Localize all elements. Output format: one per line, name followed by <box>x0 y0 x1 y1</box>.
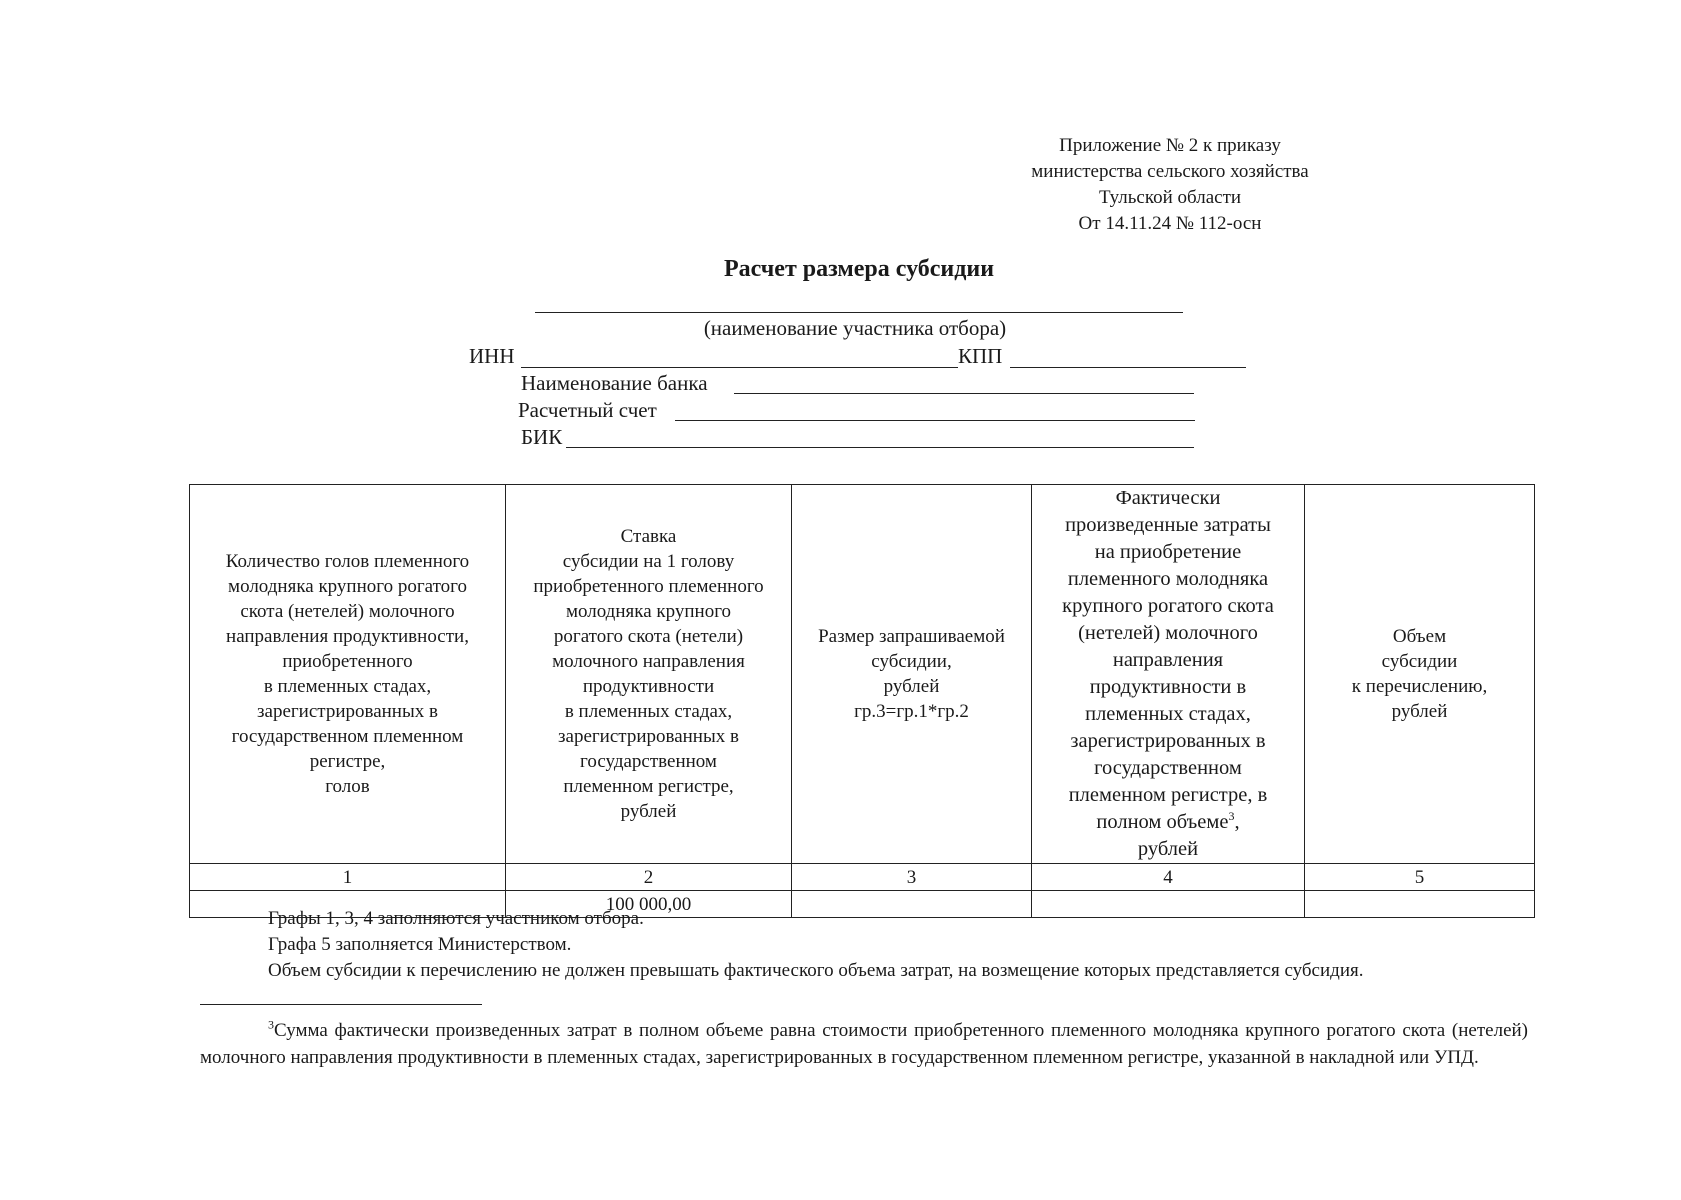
column-number: 1 <box>190 864 506 891</box>
column-number: 3 <box>792 864 1032 891</box>
column-number-row <box>190 864 1535 891</box>
header-cell-2 <box>506 485 792 864</box>
inn-label: ИНН <box>469 344 515 368</box>
bik-label: БИК <box>521 425 563 449</box>
footnote-mark: 3 <box>1228 809 1235 824</box>
header-text-4-tail: , рублей <box>1137 811 1240 860</box>
table-notes <box>268 906 1363 984</box>
footnote <box>200 1017 1528 1071</box>
bank-label: Наименование банка <box>521 371 708 395</box>
appendix-line: министерства сельского хозяйства <box>1031 161 1309 182</box>
footnote-separator <box>200 1004 482 1005</box>
note-line: Графа 5 заполняется Министерством. <box>268 934 572 955</box>
header-text-5: Объем субсидии к перечислению, рублей <box>1351 626 1488 722</box>
appendix-line: Приложение № 2 к приказу <box>1059 135 1281 156</box>
participant-caption: (наименование участника отбора) <box>703 316 1007 340</box>
kpp-label: КПП <box>958 344 1003 368</box>
header-cell-4 <box>1032 485 1305 864</box>
column-number: 4 <box>1032 864 1305 891</box>
document-title: Расчет размера субсидии <box>723 256 995 282</box>
table-header-row <box>190 485 1535 864</box>
bik-line <box>566 447 1194 448</box>
header-text-2: Ставка субсидии на 1 голову приобретенного племенного молодняка крупного рогатого скота (нетели) молочного направления продуктивности в племенных стадах, зарегистрированных в государственном племенном регистре, рублей <box>533 526 764 822</box>
note-line: Объем субсидии к перечислению не должен превышать фактического объема затрат, на возмещение которых представляется субсидия. <box>268 960 1364 981</box>
footnote-number: 3 <box>268 1017 274 1032</box>
column-number: 5 <box>1305 864 1535 891</box>
appendix-header <box>960 133 1380 237</box>
header-cell-1 <box>190 485 506 864</box>
value-cell-2: 100 000,00 <box>506 891 792 918</box>
header-text-1: Количество голов племенного молодняка крупного рогатого скота (нетелей) молочного направления продуктивности, приобретенного в племенных стадах, зарегистрированных в государственном племенном регистре, голов <box>225 551 470 797</box>
appendix-line: Тульской области <box>1098 187 1242 208</box>
inn-line <box>521 367 958 368</box>
header-cell-3 <box>792 485 1032 864</box>
account-label: Расчетный счет <box>518 398 657 422</box>
account-line <box>675 420 1195 421</box>
appendix-line: От 14.11.24 № 112-осн <box>1078 213 1262 234</box>
kpp-line <box>1010 367 1246 368</box>
note-line: Графы 1, 3, 4 заполняются участником отбора. <box>268 908 644 929</box>
footnote-text: Сумма фактически произведенных затрат в полном объеме равна стоимости приобретенного племенного молодняка крупного рогатого скота (нетелей) молочного направления продуктивности в племенных стадах, зарегистрированных в государственном племенном регистре, указанной в накладной или УПД. <box>200 1020 1528 1068</box>
header-cell-5 <box>1305 485 1535 864</box>
participant-name-line <box>535 312 1183 313</box>
subsidy-calculation-table <box>189 484 1535 918</box>
header-text-4: Фактически произведенные затраты на приобретение племенного молодняка крупного рогатого скота (нетелей) молочного направления продуктивности в племенных стадах, зарегистрированных в государственном племенном регистре, в полном объеме <box>1062 487 1274 833</box>
column-number: 2 <box>506 864 792 891</box>
bank-line <box>734 393 1194 394</box>
header-text-3: Размер запрашиваемой субсидии, рублей гр.3=гр.1*гр.2 <box>818 626 1005 722</box>
